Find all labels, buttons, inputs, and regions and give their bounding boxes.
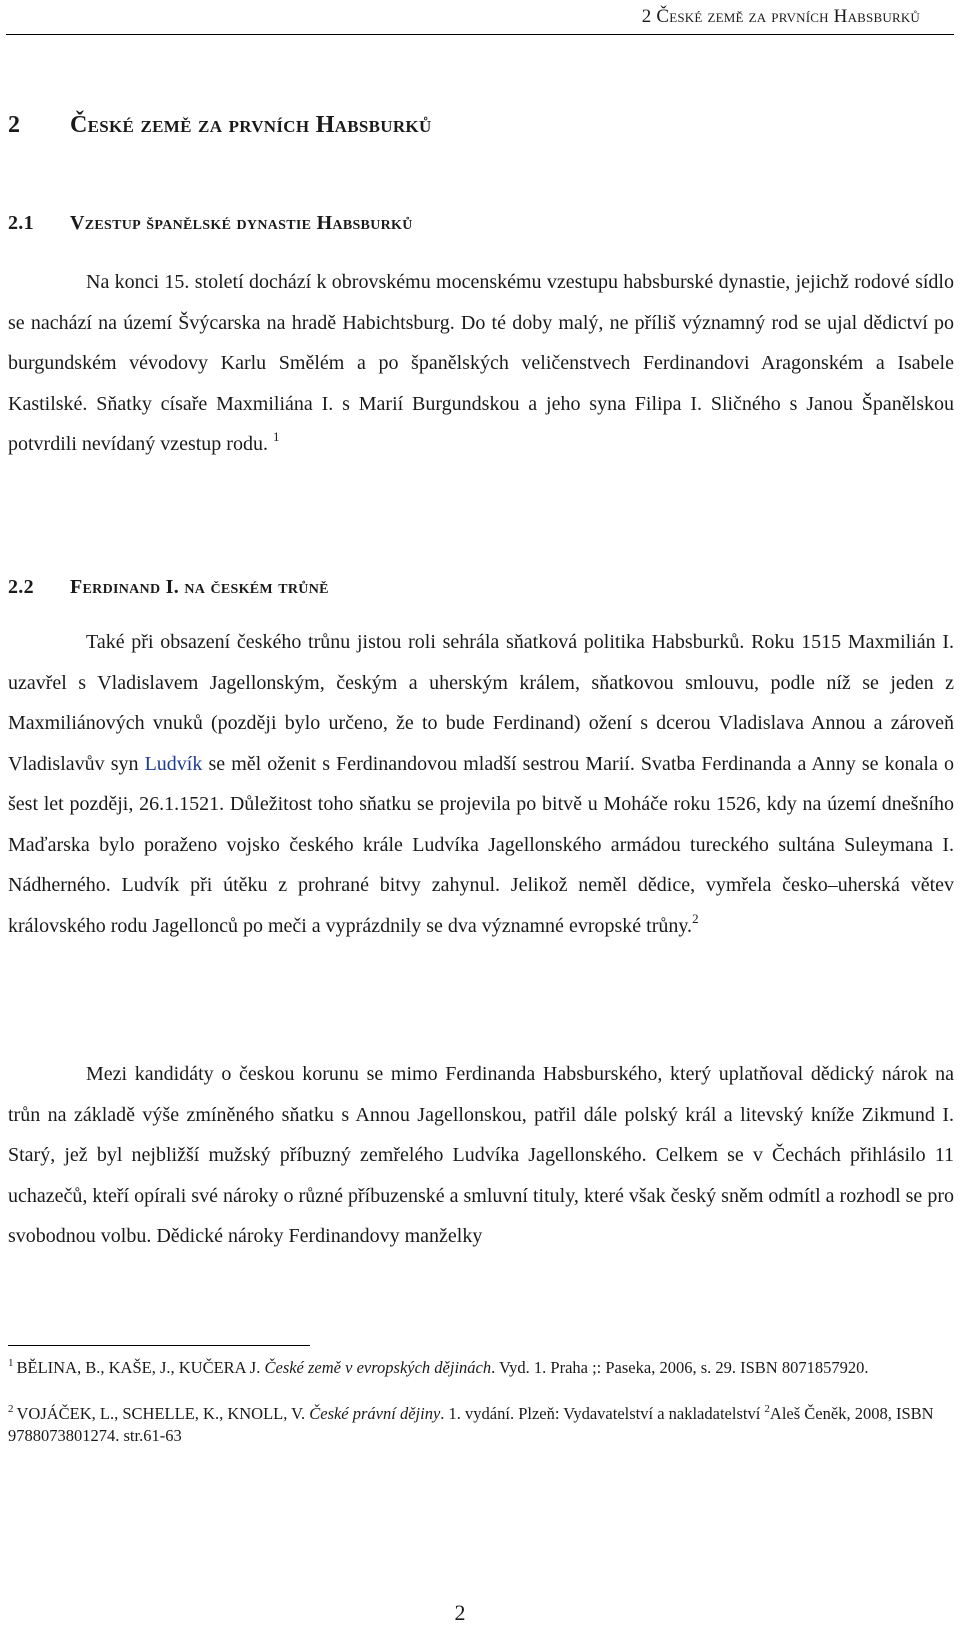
chapter-heading	[8, 112, 432, 139]
section-number: 2.2	[8, 576, 34, 598]
footnote-divider	[8, 1345, 310, 1346]
chapter-number: 2	[8, 112, 21, 138]
footnote-text: VOJÁČEK, L., SCHELLE, K., KNOLL, V.	[16, 1404, 310, 1423]
footnote-1	[8, 1357, 954, 1379]
footnote-text-cont: . Vyd. 1. Praha ;: Paseka, 2006, s. 29. ISBN 8071857920.	[491, 1358, 869, 1377]
page-number: 2	[454, 1600, 466, 1625]
footnote-inline-mark: 2	[764, 1403, 770, 1415]
footnote-text-cont: . 1. vydání. Plzeň: Vydavatelství a nakladatelství	[440, 1404, 765, 1423]
header-divider	[6, 34, 954, 35]
chapter-title: České země za prvních Habsburků	[70, 112, 432, 138]
footnote-book-title: České právní dějiny	[309, 1404, 441, 1423]
footnote-ref-2[interactable]: 2	[692, 910, 699, 926]
paragraph-habsburg-rise	[8, 262, 954, 465]
ludvik-link[interactable]: Ludvík	[144, 752, 203, 775]
footnote-text-end: Aleš Čeněk, 2008, ISBN 9788073801274. str.61-63	[8, 1404, 934, 1445]
section-title: Ferdinand I. na českém trůně	[70, 576, 329, 598]
paragraph-crown-candidates	[8, 1054, 954, 1257]
footnote-text: BĚLINA, B., KAŠE, J., KUČERA J.	[16, 1358, 265, 1377]
footnote-number: 2	[8, 1403, 14, 1415]
paragraph-text-cont: se měl oženit s Ferdinandovou mladší sestrou Marií. Svatba Ferdinanda a Anny se konala o šest let později, 26.1.1521. Důležitost toho sňatku se projevila po bitvě u Moháče roku 1526, kdy na území dnešního Maďarska bylo poraženo vojsko českého krále Ludvíka Jagellonského armádou tureckého sultána Suleymana I. Nádherného. Ludvík při útěku z prohrané bitvy zahynul. Jelikož neměl dědice, vymřela česko–uherská větev královského rodu Jagellonců po meči a vyprázdnily se dva významné evropské trůny.	[8, 752, 954, 937]
footnote-book-title: České země v evropských dějinách	[264, 1358, 492, 1377]
paragraph-ferdinand-marriage	[8, 622, 954, 946]
section-title: Vzestup španělské dynastie Habsburků	[70, 212, 413, 234]
section-heading-2-2	[8, 576, 329, 599]
running-header: 2 České země za prvních Habsburků	[641, 6, 920, 27]
section-heading-2-1	[8, 212, 413, 235]
paragraph-text: Také při obsazení českého trůnu jistou roli sehrála sňatková politika Habsburků. Roku 1515 Maxmilián I. uzavřel s Vladislavem Jagellonským, českým a uherským králem, sňatkovou smlouvu, podle níž se jeden z Maxmiliánových vnuků (později bylo určeno, že to bude Ferdinand) ožení s dcerou Vladislava Annou a zároveň Vladislavův syn	[8, 631, 954, 775]
paragraph-text: Na konci 15. století dochází k obrovskému mocenskému vzestupu habsburské dynastie, jejichž rodové sídlo se nachází na území Švýcarska na hradě Habichtsburg. Do té doby malý, ne příliš významný rod se ujal dědictví po burgundském vévodovy Karlu Smělém a po španělských veličenstvech Ferdinandovi Aragonském a Isabele Kastilské. Sňatky císaře Maxmiliána I. s Marií Burgundskou a jeho syna Filipa I. Sličného s Janou Španělskou potvrdili nevídaný vzestup rodu.	[8, 271, 954, 455]
paragraph-text: Mezi kandidáty o českou korunu se mimo Ferdinanda Habsburského, který uplatňoval dědický nárok na trůn na základě výše zmíněného sňatku s Annou Jagellonskou, patřil dále polský král a litevský kníže Zikmund I. Starý, jež byl nejbližší mužský příbuzný zemřelého Ludvíka Jagellonského. Celkem se v Čechách přihlásilo 11 uchazečů, kteří opírali své nároky o různé příbuzenské a smluvní tituly, které však český sněm odmítl a rozhodl se pro svobodnou volbu. Dědické nároky Ferdinandovy manželky	[8, 1063, 954, 1247]
footnote-number: 1	[8, 1357, 14, 1369]
footnote-2	[8, 1403, 954, 1447]
footnote-ref-1[interactable]: 1	[272, 429, 280, 444]
section-number: 2.1	[8, 212, 34, 234]
